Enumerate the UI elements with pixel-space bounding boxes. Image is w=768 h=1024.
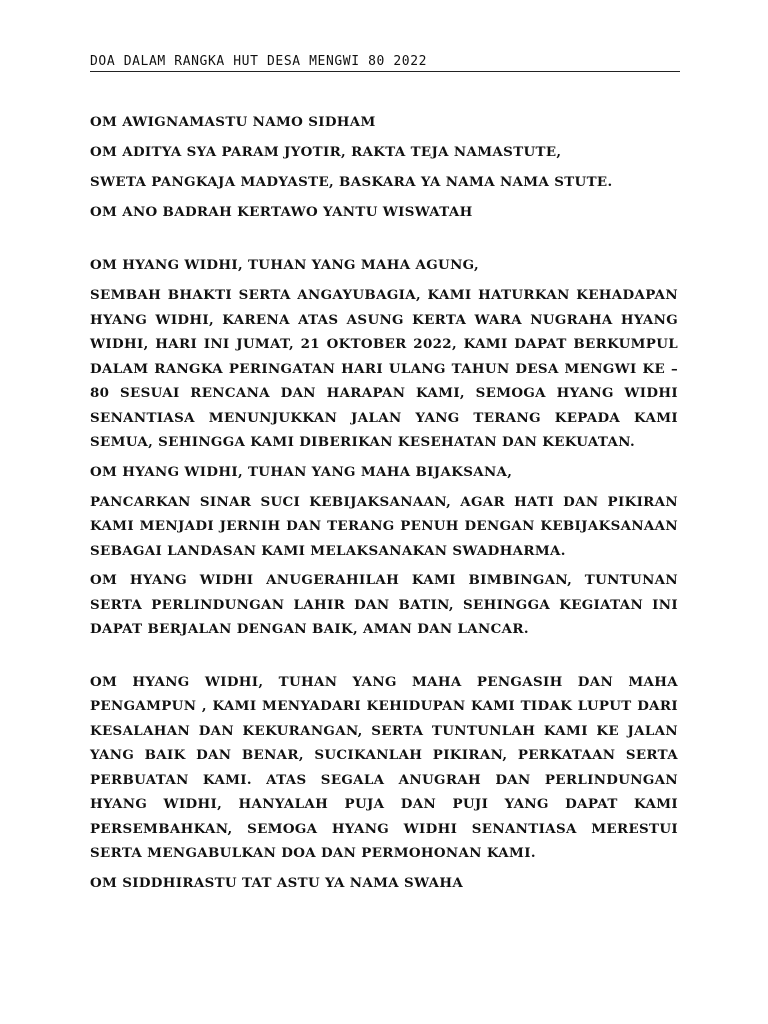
opening-line: OM ADITYA SYA PARAM JYOTIR, RAKTA TEJA NAMASTUTE, (90, 144, 562, 160)
prayer-paragraph: OM HYANG WIDHI, TUHAN YANG MAHA PENGASIH DAN MAHA PENGAMPUN , KAMI MENYADARI KEHIDUPAN KAMI TIDAK LUPUT DARI KESALAHAN DAN KEKURANGAN, SERTA TUNTUNLAH KAMI KE JALAN YANG BAIK DAN BENAR, SUCIKANLAH PIKIRAN, PERKATAAN SERTA PERBUATAN KAMI. ATAS SEGALA ANUGRAH DAN PERLINDUNGAN HYANG WIDHI, HANYALAH PUJA DAN PUJI YANG DAPAT KAMI PERSEMBAHKAN, SEMOGA HYANG WIDHI SENANTIASA MERESTUI SERTA MENGABULKAN DOA DAN PERMOHONAN KAMI. (90, 673, 678, 861)
document-body (90, 110, 678, 896)
invocation-heading: OM HYANG WIDHI, TUHAN YANG MAHA AGUNG, (90, 257, 479, 273)
opening-line: SWETA PANGKAJA MADYASTE, BASKARA YA NAMA NAMA STUTE. (90, 174, 613, 190)
document-header: DOA DALAM RANGKA HUT DESA MENGWI 80 2022 (90, 54, 680, 72)
closing-line: OM SIDDHIRASTU TAT ASTU YA NAMA SWAHA (90, 874, 464, 891)
invocation-heading: OM HYANG WIDHI, TUHAN YANG MAHA BIJAKSANA, (90, 463, 513, 480)
prayer-paragraph: OM HYANG WIDHI ANUGERAHILAH KAMI BIMBINGAN, TUNTUNAN SERTA PERLINDUNGAN LAHIR DAN BATIN, SEHINGGA KEGIATAN INI DAPAT BERJALAN DENGAN BAIK, AMAN DAN LANCAR. (90, 572, 678, 637)
opening-line: OM AWIGNAMASTU NAMO SIDHAM (90, 114, 376, 130)
opening-line: OM ANO BADRAH KERTAWO YANTU WISWATAH (90, 204, 473, 220)
prayer-paragraph: SEMBAH BHAKTI SERTA ANGAYUBAGIA, KAMI HATURKAN KEHADAPAN HYANG WIDHI, KARENA ATAS ASUNG KERTA WARA NUGRAHA HYANG WIDHI, HARI INI JUMAT, 21 OKTOBER 2022, KAMI DAPAT BERKUMPUL DALAM RANGKA PERINGATAN HARI ULANG TAHUN DESA MENGWI KE – 80 SESUAI RENCANA DAN HARAPAN KAMI, SEMOGA HYANG WIDHI SENANTIASA MENUNJUKKAN JALAN YANG TERANG KEPADA KAMI SEMUA, SEHINGGA KAMI DIBERIKAN KESEHATAN DAN KEKUATAN. (90, 287, 678, 450)
prayer-paragraph: PANCARKAN SINAR SUCI KEBIJAKSANAAN, AGAR HATI DAN PIKIRAN KAMI MENJADI JERNIH DAN TERANG PENUH DENGAN KEBIJAKSANAAN SEBAGAI LANDASAN KAMI MELAKSANAKAN SWADHARMA. (90, 493, 678, 559)
